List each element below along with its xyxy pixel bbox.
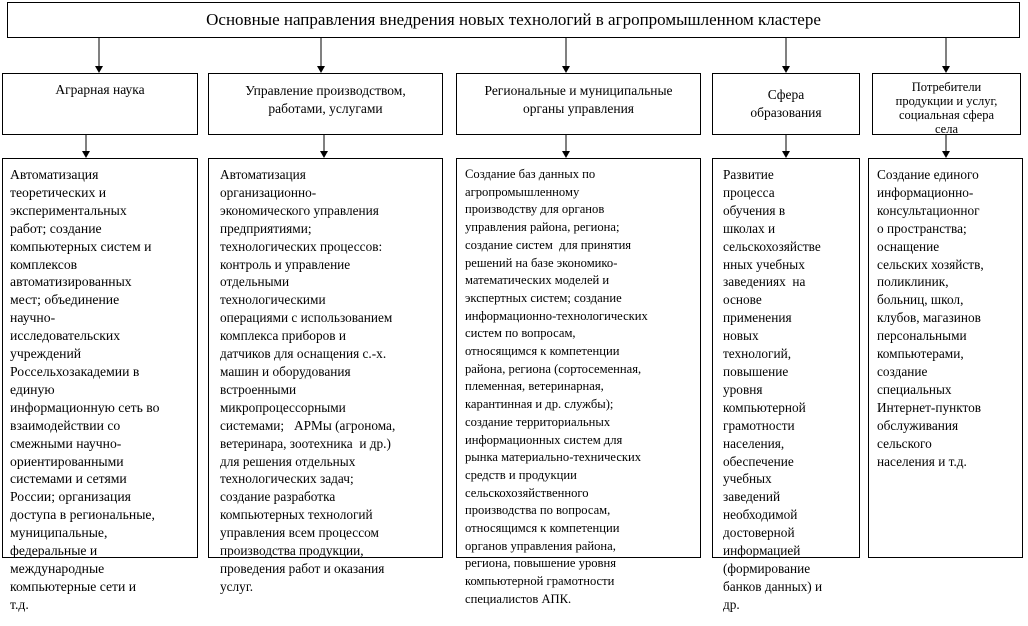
header-consumers [872, 73, 1021, 135]
body-regional-text: Создание баз данных по агропромышленному производству для органов управления района, региона; создание систем для принятия решений на базе экономико- математических моделей и экспертных систем; создание информационно-технологических систем по вопросам, относящимся к компетенции района, региона (сортосеменная, племенная, ветеринарная, карантинная и др. службы); создание территориальных информационных систем для рынка материально-технических средств и продукции сельскохозяйственного производства по вопросам, относящимся к компетенции органов управления района, региона, повышение уровня компьютерной грамотности специалистов АПК. [465, 167, 648, 606]
body-science-text: Автоматизация теоретических и экспериментальных работ; создание компьютерных систем и комплексов автоматизированных мест; объединение научно- исследовательских учреждений Россельхозакадемии в единую информационную сеть во взаимодействии со смежными научно- ориентированными системами и сетями России; организация доступа в региональные, муниципальные, федеральные и международные компьютерные сети и т.д. [10, 167, 160, 612]
diagram-title-text: Основные направления внедрения новых технологий в агропромышленном кластере [206, 10, 821, 29]
arrowhead-title-to-production [317, 66, 325, 73]
diagram-title [7, 2, 1020, 38]
header-education [712, 73, 860, 135]
header-regional-text: Региональные и муниципальные органы управления [484, 83, 673, 116]
arrowhead-title-to-consumers [942, 66, 950, 73]
arrowhead-science-body [82, 151, 90, 158]
header-science [2, 73, 198, 135]
arrowhead-consumers-body [942, 151, 950, 158]
header-production-text: Управление производством, работами, услугами [245, 83, 406, 116]
arrowhead-title-to-science [95, 66, 103, 73]
header-production [208, 73, 443, 135]
arrowhead-education-body [782, 151, 790, 158]
header-regional [456, 73, 701, 135]
body-education-text: Развитие процесса обучения в школах и сельскохозяйстве нных учебных заведениях на основе применения новых технологий, повышение уровня компьютерной грамотности населения, обеспечение учебных заведений необходимой достоверной информацией (формирование банков данных) и др. [723, 167, 823, 612]
body-consumers-text: Создание единого информационно- консультационног о пространства; оснащение сельских хозяйств, поликлиник, больниц, школ, клубов, магазинов персональными компьютерами, создание специальных Интернет-пунктов обслуживания сельского населения и т.д. [877, 167, 984, 469]
arrowhead-production-body [320, 151, 328, 158]
arrowhead-title-to-regional [562, 66, 570, 73]
header-education-text: Сфера образования [750, 87, 822, 120]
arrowhead-title-to-education [782, 66, 790, 73]
header-consumers-text: Потребители продукции и услуг, социальная сфера села [895, 80, 998, 136]
arrowhead-regional-body [562, 151, 570, 158]
body-production-text: Автоматизация организационно- экономического управления предприятиями; технологических процессов: контроль и управление отдельными технологическими операциями с использованием комплекса приборов и датчиков для оснащения с.-х. машин и оборудования встроенными микропроцессорными системами; АРМы (агронома, ветеринара, зоотехника и др.) для решения отдельных технологических задач; создание разработка компьютерных технологий управления всем процессом производства продукции, проведения работ и оказания услуг. [220, 167, 396, 594]
header-science-text: Аграрная наука [55, 82, 145, 97]
